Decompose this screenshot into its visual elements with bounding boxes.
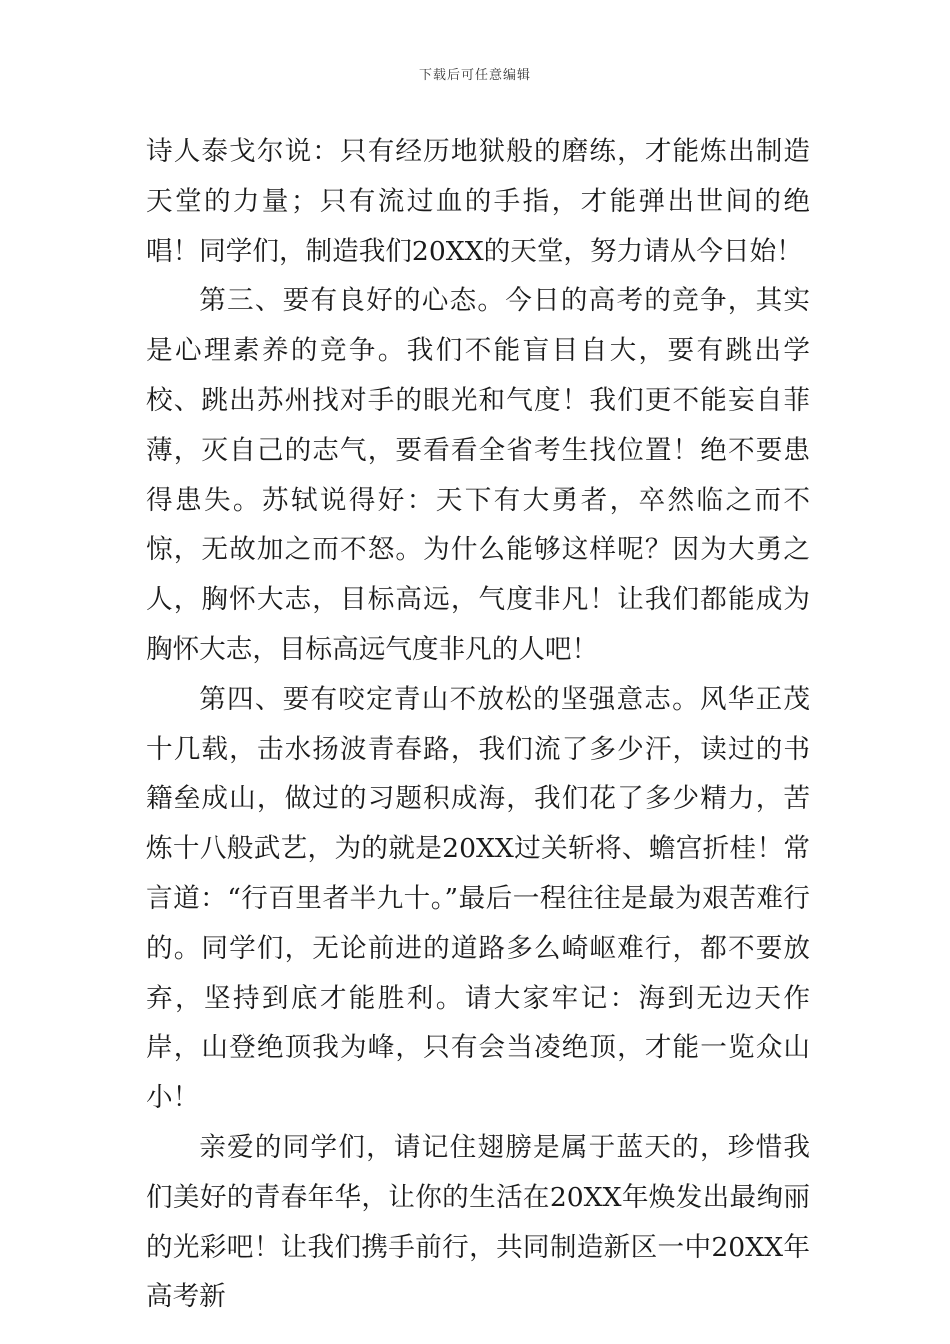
paragraph-1: 诗人泰戈尔说：只有经历地狱般的磨练，才能炼出制造天堂的力量；只有流过血的手指，才能弹出世间的绝唱！同学们，制造我们20XX的天堂，努力请从今日始！ (146, 136, 810, 267)
paragraph-3: 第四、要有咬定青山不放松的坚强意志。风华正茂十几载，击水扬波青春路，我们流了多少汗，读过的书籍垒成山，做过的习题积成海，我们花了多少精力，苦炼十八般武艺，为的就是20XX过关斩将、蟾宫折桂！常言道：“行百里者半九十。”最后一程往往是最为艰苦难行的。同学们，无论前进的道路多么崎岖难行，都不要放弃，坚持到底才能胜利。请大家牢记：海到无边天作岸，山登绝顶我为峰，只有会当凌绝顶，才能一览众山小！ (146, 683, 810, 1114)
paragraph-4: 亲爱的同学们，请记住翅膀是属于蓝天的，珍惜我们美好的青春年华，让你的生活在20XX年焕发出最绚丽的光彩吧！让我们携手前行，共同制造新区一中20XX年高考新 (146, 1131, 810, 1313)
page-header-note: 下载后可任意编辑 (418, 68, 531, 83)
document-body (146, 127, 810, 1322)
paragraph-2: 第三、要有良好的心态。今日的高考的竞争，其实是心理素养的竞争。我们不能盲目自大，要有跳出学校、跳出苏州找对手的眼光和气度！我们更不能妄自菲薄，灭自己的志气，要看看全省考生找位置！绝不要患得患失。苏轼说得好：天下有大勇者，卒然临之而不惊，无故加之而不怒。为什么能够这样呢？因为大勇之人，胸怀大志，目标高远，气度非凡！让我们都能成为胸怀大志，目标高远气度非凡的人吧！ (146, 285, 810, 665)
